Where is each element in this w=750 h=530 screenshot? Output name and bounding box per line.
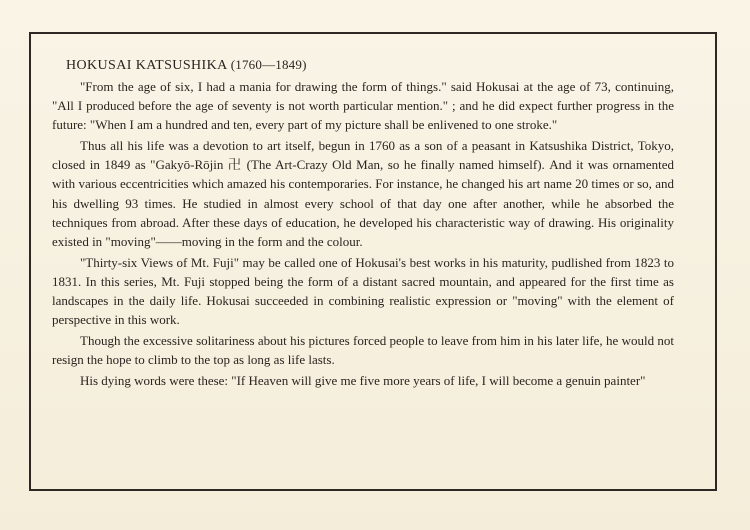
title-name: HOKUSAI KATSUSHIKA — [66, 58, 227, 73]
document-title — [66, 55, 674, 76]
paragraph-5: His dying words were these: "If Heaven will give me five more years of life, I will become a genuin painter" — [80, 373, 646, 389]
paragraph-2: Thus all his life was a devotion to art itself, begun in 1760 as a son of a peasant in Katsushika District, Tokyo, closed in 1849 as "Gakyō-Rōjin 卍 (The Art-Crazy Old Man, so he finally named himself). And it was ornamented with various eccentricities which amazed his contemporaries. For instance, he changed his art name 20 times or so, and his dwelling 93 times. He studied in almost every school of that day one after another, while he absorbed the techniques from abroad. After these days of education, he developed his characteristic way of drawing. His originality existed in "moving"——moving in the form and the colour. — [52, 138, 674, 249]
paragraph-4: Though the excessive solitariness about his pictures forced people to leave from him in his later life, he would not resign the hope to climb to the top as long as life lasts. — [52, 333, 674, 368]
paragraph-1: "From the age of six, I had a mania for drawing the form of things." said Hokusai at the age of 73, continuing, "All I produced before the age of seventy is not worth particular mention." ; and he did expect further progress in the future: "When I am a hundred and ten, every part of my picture shall be enlivened to one stroke." — [52, 79, 674, 133]
document-body — [52, 55, 674, 393]
title-years: (1760—1849) — [230, 57, 307, 72]
paragraph-3: "Thirty-six Views of Mt. Fuji" may be called one of Hokusai's best works in his maturity, pudlished from 1823 to 1831. In this series, Mt. Fuji stopped being the form of a distant sacred mountain, and appeared for the first time as landscapes in the daily life. Hokusai succeeded in combining realistic expression or "moving" with the element of perspective in this work. — [52, 254, 674, 328]
